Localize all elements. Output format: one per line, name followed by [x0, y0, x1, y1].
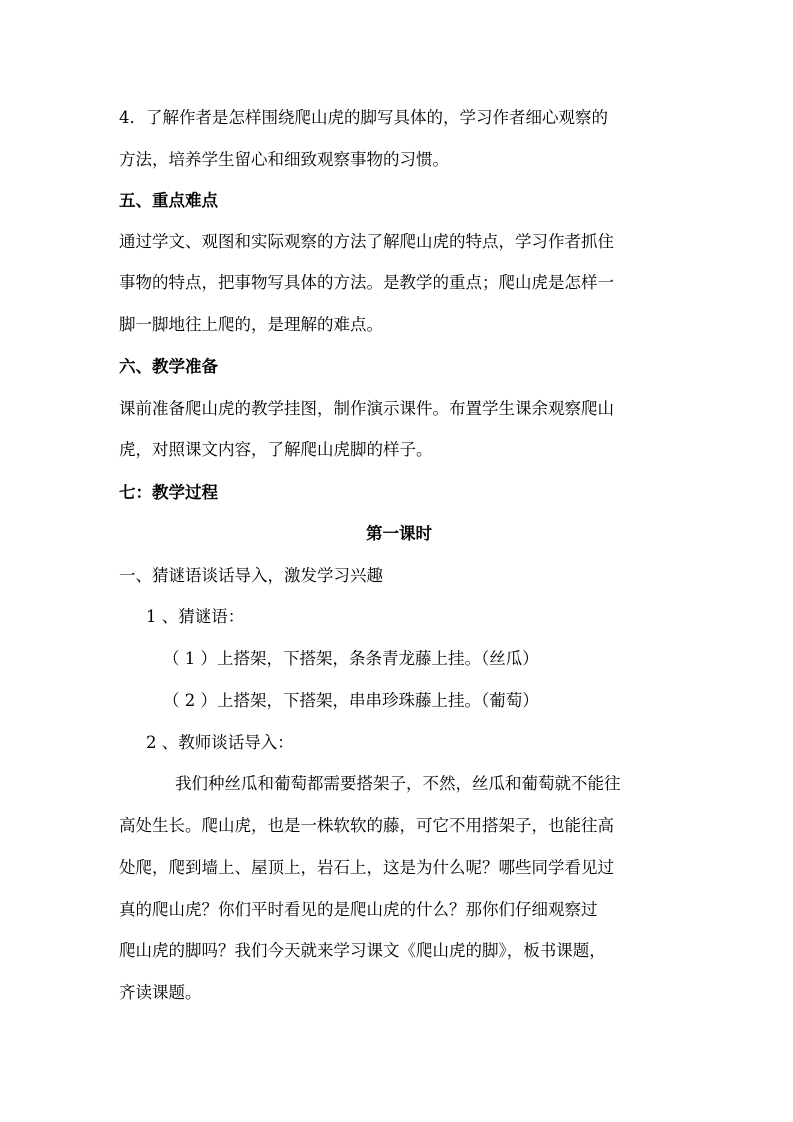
section-5-line-1: 通过学文、观图和实际观察的方法了解爬山虎的特点，学习作者抓住 [119, 232, 614, 251]
riddle-2: （ 2 ）上搭架，下搭架，串串珍珠藤上挂。（葡萄） [163, 691, 539, 710]
item-1: 1 、猜谜语： [146, 607, 245, 626]
item-2: 2 、教师谈话导入： [146, 733, 294, 752]
section-6-line-2: 虎，对照课文内容，了解爬山虎脚的样子。 [119, 440, 433, 459]
section-5-heading: 五、重点难点 [119, 191, 218, 210]
riddle-1: （ 1 ）上搭架，下搭架，条条青龙藤上挂。（丝瓜） [163, 649, 539, 668]
paragraph-line-5: 爬山虎的脚吗？我们今天就来学习课文《爬山虎的脚》，板书课题， [119, 941, 606, 960]
section-5-line-2: 事物的特点，把事物写具体的方法。是教学的重点；爬山虎是怎样一 [119, 273, 614, 292]
paragraph-line-2: 高处生长。爬山虎，也是一株软软的藤，可它不用搭架子，也能往高 [119, 816, 614, 835]
section-5-line-3: 脚一脚地往上爬的，是理解的难点。 [119, 315, 383, 334]
section-7-heading: 七：教学过程 [119, 483, 218, 502]
paragraph-line-1: 我们种丝瓜和葡萄都需要搭架子，不然，丝瓜和葡萄就不能往 [175, 774, 621, 793]
goal-4-line-2: 方法，培养学生留心和细致观察事物的习惯。 [119, 150, 449, 169]
paragraph-line-6: 齐读课题。 [119, 983, 202, 1002]
paragraph-line-3: 处爬，爬到墙上、屋顶上，岩石上，这是为什么呢？哪些同学看见过 [119, 858, 614, 877]
part-1-heading: 一、猜谜语谈话导入，激发学习兴趣 [119, 566, 383, 585]
goal-4-line-1: 4．了解作者是怎样围绕爬山虎的脚写具体的，学习作者细心观察的 [119, 108, 608, 127]
paragraph-line-4: 真的爬山虎？你们平时看见的是爬山虎的什么？那你们仔细观察过 [119, 900, 598, 919]
lesson-title: 第一课时 [366, 524, 432, 543]
section-6-line-1: 课前准备爬山虎的教学挂图，制作演示课件。布置学生课余观察爬山 [119, 399, 614, 418]
section-6-heading: 六、教学准备 [119, 357, 218, 376]
